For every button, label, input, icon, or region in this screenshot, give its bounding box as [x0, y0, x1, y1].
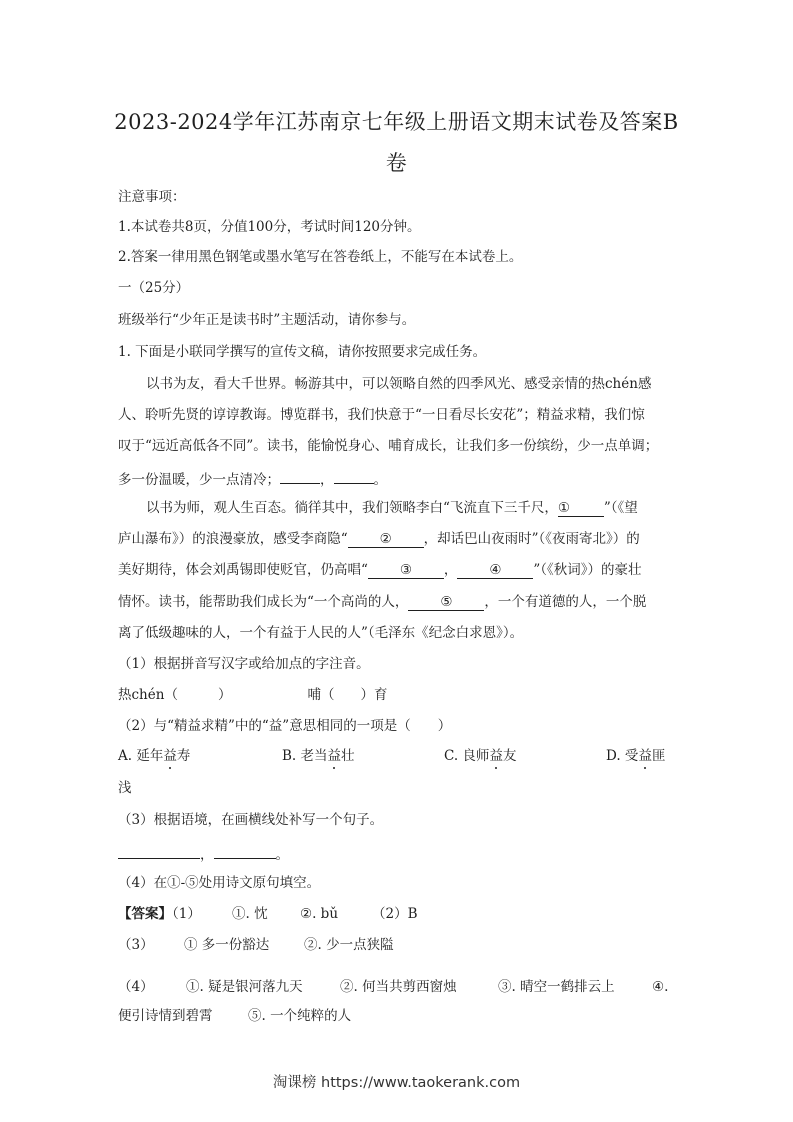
answer-blank[interactable]: [280, 467, 320, 484]
answer-text: ②. 少一点狭隘: [304, 937, 394, 953]
answer-text: ① 多一份豁达: [184, 937, 270, 953]
answer-line-4: [118, 1006, 678, 1026]
blank-5[interactable]: ⑤: [408, 594, 484, 611]
answer-label: 【答案】: [118, 906, 172, 922]
answer-prompt: ）: [217, 687, 232, 703]
answer-prompt: ）育: [360, 687, 388, 703]
option-text: D. 受: [606, 748, 639, 764]
answer-text: （2）B: [372, 906, 418, 922]
answer-blank[interactable]: [118, 842, 200, 859]
subquestion-4: （4）在①-⑤处用诗文原句填空。: [118, 875, 321, 891]
notes-heading: 注意事项：: [118, 189, 186, 205]
answer-text: （4）: [118, 979, 154, 995]
question-1: 1. 下面是小联同学撰写的宣传文稿，请你按照要求完成任务。: [118, 344, 487, 360]
option-text: C. 良师: [444, 748, 490, 764]
passage-p1-line1: 以书为友，看大千世界。畅游其中，可以领略自然的四季风光、感受亲情的热chén感: [146, 376, 652, 392]
answer-text: ④.: [652, 979, 669, 995]
passage-p1-line3: 叹于“远近高低各不同”。读书，能愉悦身心、哺育成长，让我们多一份缤纷，少一点单调；: [118, 438, 659, 454]
notes-item-2: 2.答案一律用黑色钢笔或墨水笔写在答卷纸上，不能写在本试卷上。: [118, 249, 523, 265]
passage-p1-line2: 人、聆听先贤的谆谆教诲。博览群书，我们快意于“一日看尽长安花”；精益求精，我们惊: [118, 407, 645, 423]
punctuation: 。: [373, 472, 387, 488]
punctuation: 。: [275, 847, 289, 863]
subquestion-1: （1）根据拼音写汉字或给加点的字注音。: [118, 656, 370, 672]
passage-text: 以书为师，观人生百态。徜徉其中，我们领略李白“飞流直下三千尺，: [146, 500, 558, 516]
answer-text: ②. 何当共剪西窗烛: [340, 979, 457, 995]
answer-line-1: [118, 904, 678, 924]
option-text: A. 延年: [118, 748, 164, 764]
blank-2[interactable]: ②: [348, 531, 424, 548]
answer-blank[interactable]: [214, 842, 276, 859]
option-text: B. 老当: [282, 748, 328, 764]
answer-blank[interactable]: [334, 467, 374, 484]
section-header: 一（25分）: [118, 280, 190, 296]
answer-prompt: 热chén（: [118, 687, 178, 703]
dotted-char: 益: [638, 748, 652, 764]
subquestion-1-answers: [118, 685, 678, 705]
passage-p1-line4: [118, 467, 678, 490]
answer-text: ②. bǔ: [300, 906, 339, 922]
passage-text: 美好期待，体会刘禹锡即使贬官，仍高唱“: [118, 562, 368, 578]
answer-prompt: 哺（: [307, 687, 335, 703]
blank-3[interactable]: ③: [368, 562, 444, 579]
passage-text: 情怀。读书，能帮助我们成长为“一个高尚的人，: [118, 594, 409, 610]
passage-p2-line1: [146, 498, 706, 518]
option-text: 友: [502, 748, 517, 764]
passage-text: ”（《秋词》）的豪壮: [533, 562, 642, 578]
answer-text: （3）: [118, 937, 154, 953]
answer-line-2: [118, 935, 678, 955]
option-c[interactable]: [444, 746, 516, 766]
passage-p2-line2: [118, 529, 678, 549]
passage-p2-line5: 离了低级趣味的人，一个有益于人民的人”（毛泽东《纪念白求恩》）。: [118, 625, 524, 641]
option-a[interactable]: [118, 746, 190, 766]
notes-item-1: 1.本试卷共8页，分值100分，考试时间120分钟。: [118, 219, 421, 235]
passage-p2-line3: [118, 560, 678, 580]
punctuation: ，: [320, 472, 334, 488]
answer-text: ③. 晴空一鹤排云上: [498, 979, 615, 995]
answer-text: 便引诗情到碧霄: [118, 1008, 213, 1024]
answer-line-3: [118, 977, 678, 997]
option-d[interactable]: [606, 746, 665, 766]
blank-1[interactable]: ①: [558, 500, 604, 517]
footer-watermark: 淘课榜 https://www.taokerank.com: [272, 1075, 521, 1091]
dotted-char: 益: [327, 748, 342, 764]
passage-text: 多一份温暖，少一点清冷；: [118, 472, 280, 488]
passage-text: ，却话巴山夜雨时”（《夜雨寄北》）的: [423, 531, 640, 547]
option-d-wrap: 浅: [118, 780, 132, 796]
section-intro: 班级举行“少年正是读书时”主题活动，请你参与。: [118, 312, 416, 328]
subquestion-3-blanks: [118, 842, 678, 865]
subquestion-3: （3）根据语境，在画横线处补写一个句子。: [118, 812, 384, 828]
dotted-char: 益: [163, 748, 177, 764]
option-b[interactable]: [282, 746, 355, 766]
dotted-char: 益: [489, 748, 503, 764]
answer-text: ⑤. 一个纯粹的人: [248, 1008, 352, 1024]
passage-text: ，一个有道德的人，一个脱: [484, 594, 647, 610]
option-text: 壮: [341, 748, 355, 764]
passage-p2-line4: [118, 592, 678, 612]
blank-4[interactable]: ④: [457, 562, 533, 579]
doc-title-line1: 2023-2024学年江苏南京七年级上册语文期末试卷及答案B: [114, 110, 679, 134]
answer-text: （1）: [172, 906, 201, 922]
answer-text: ①. 忱: [232, 906, 268, 922]
passage-text: 庐山瀑布》）的浪漫豪放，感受李商隐“: [118, 531, 348, 547]
passage-text: ”（《望: [603, 500, 638, 516]
subquestion-2: （2）与“精益求精”中的“益”意思相同的一项是（ ）: [118, 718, 452, 734]
punctuation: ，: [200, 847, 214, 863]
option-text: 寿: [176, 748, 191, 764]
doc-title-line2: 卷: [385, 151, 408, 175]
answer-text: ①. 疑是银河落九天: [186, 979, 303, 995]
option-text: 匪: [651, 748, 666, 764]
punctuation: ，: [443, 562, 458, 578]
